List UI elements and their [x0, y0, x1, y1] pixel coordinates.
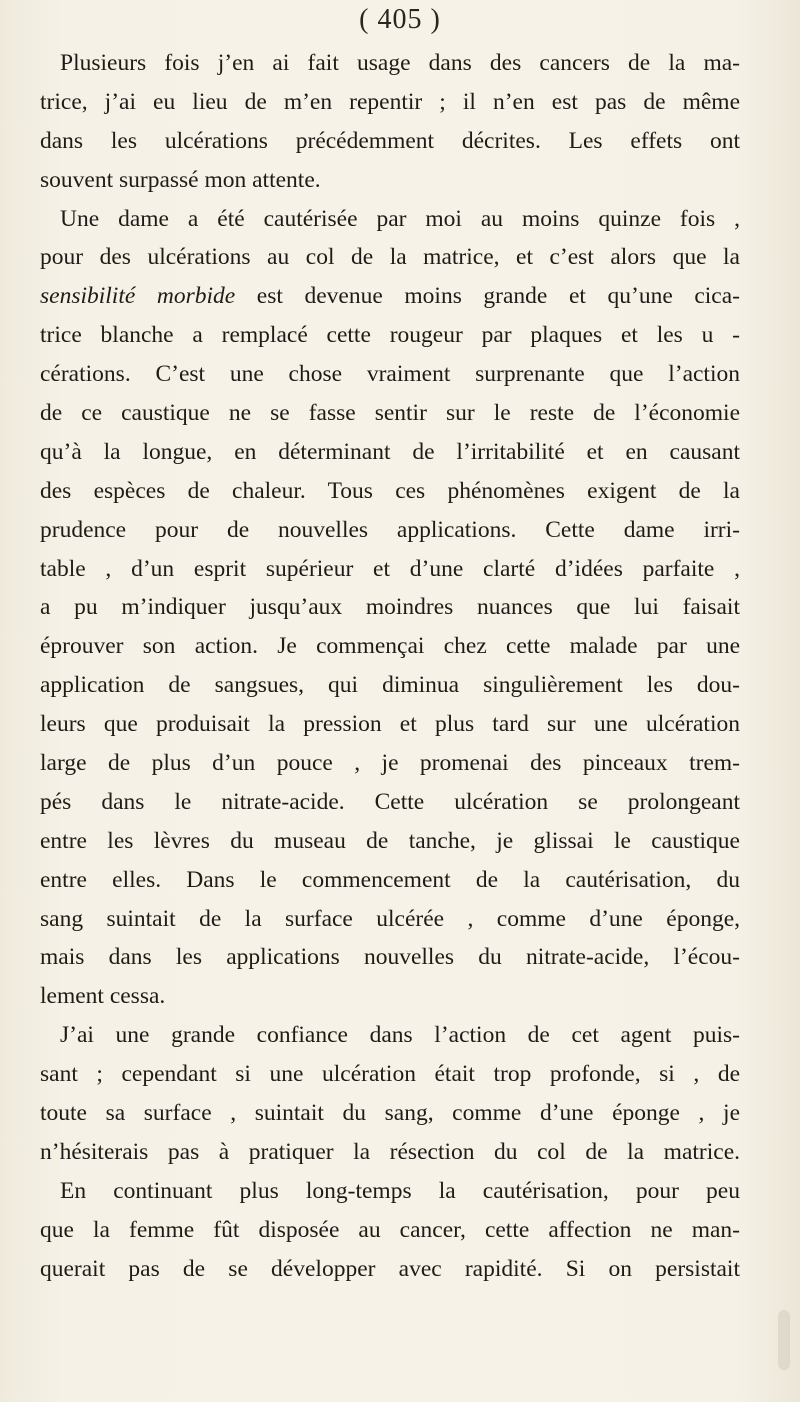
text-line: a pu m’indiquer jusqu’aux moindres nuances que lui faisait: [40, 594, 740, 621]
text-line: sant ; cependant si une ulcération était trop profonde, si , de: [40, 1061, 740, 1088]
text-line: mais dans les applications nouvelles du nitrate-acide, l’écou-: [40, 944, 740, 971]
text-line: trice blanche a remplacé cette rougeur par plaques et les u -: [40, 322, 740, 349]
text-line: trice, j’ai eu lieu de m’en repentir ; il n’en est pas de même: [40, 88, 740, 115]
text-line: En continuant plus long-temps la cautérisation, pour peu: [60, 1177, 740, 1204]
text-line: table , d’un esprit supérieur et d’une clarté d’idées parfaite ,: [40, 555, 740, 582]
text-line: dans les ulcérations précédemment décrites. Les effets ont: [40, 127, 740, 154]
text-run: est devenue moins grande et qu’une cica-: [235, 283, 740, 310]
text-line: leurs que produisait la pression et plus tard sur une ulcération: [40, 711, 740, 738]
text-line: entre les lèvres du museau de tanche, je glissai le caustique: [40, 827, 740, 854]
text-line-italic: [40, 277, 740, 316]
text-line: entre elles. Dans le commencement de la cautérisation, du: [40, 866, 740, 893]
text-line: toute sa surface , suintait du sang, comme d’une éponge , je: [40, 1100, 740, 1127]
text-line: qu’à la longue, en déterminant de l’irritabilité et en causant: [40, 438, 740, 465]
text-line: querait pas de se développer avec rapidité. Si on persistait: [40, 1255, 740, 1282]
text-line: pés dans le nitrate-acide. Cette ulcération se prolongeant: [40, 788, 740, 815]
text-line: cérations. C’est une chose vraiment surprenante que l’action: [40, 361, 740, 388]
text-line: application de sangsues, qui diminua singulièrement les dou-: [40, 672, 740, 699]
text-line: lement cessa.: [40, 983, 166, 1010]
italic-phrase: sensibilité morbide: [40, 283, 236, 310]
text-line: pour des ulcérations au col de la matrice, et c’est alors que la: [40, 244, 740, 271]
text-line: prudence pour de nouvelles applications. Cette dame irri-: [40, 516, 740, 543]
text-line: sang suintait de la surface ulcérée , comme d’une éponge,: [40, 905, 740, 932]
text-line: J’ai une grande confiance dans l’action de cet agent puis-: [60, 1022, 740, 1049]
text-line: éprouver son action. Je commençai chez cette malade par une: [40, 633, 740, 660]
text-line: souvent surpassé mon attente.: [40, 166, 321, 193]
body-text: [40, 44, 740, 1289]
text-line: large de plus d’un pouce , je promenai des pinceaux trem-: [40, 750, 740, 777]
text-line: de ce caustique ne se fasse sentir sur le reste de l’économie: [40, 400, 740, 427]
page-number: ( 405 ): [359, 4, 441, 35]
text-line: que la femme fût disposée au cancer, cette affection ne man-: [40, 1216, 740, 1243]
text-line: Plusieurs fois j’en ai fait usage dans des cancers de la ma-: [60, 50, 740, 76]
text-line: n’hésiterais pas à pratiquer la résection du col de la matrice.: [40, 1138, 740, 1165]
text-line: Une dame a été cautérisée par moi au moins quinze fois ,: [60, 205, 740, 232]
text-line: des espèces de chaleur. Tous ces phénomènes exigent de la: [40, 477, 740, 504]
paper-smudge: [778, 1310, 790, 1370]
